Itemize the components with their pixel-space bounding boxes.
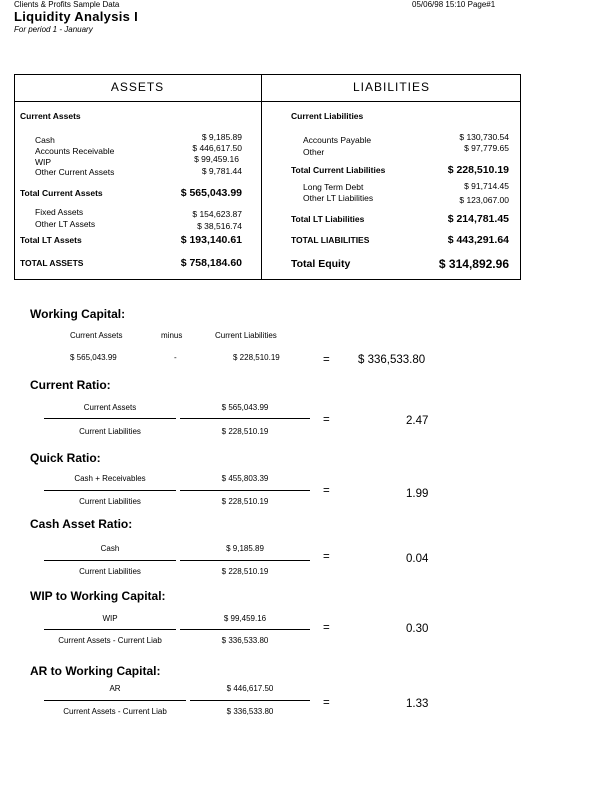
total-current-assets-label: Total Current Assets	[20, 188, 103, 198]
ratio-denominator-label: Current Liabilities	[79, 567, 141, 576]
column-divider	[261, 74, 262, 280]
wc-left-value: $ 565,043.99	[70, 353, 117, 362]
ratio-numerator-label: Cash + Receivables	[74, 474, 146, 483]
ratio-result: 2.47	[406, 415, 429, 427]
wc-equals: =	[323, 354, 330, 366]
liability-item-value: $ 97,779.65	[464, 143, 509, 153]
ratio-equals: =	[323, 485, 330, 497]
ratio-numerator-value: $ 455,803.39	[221, 474, 269, 483]
asset-item-label: Other Current Assets	[35, 167, 115, 177]
liability-lt-item-label: Other LT Liabilities	[303, 193, 374, 203]
balance-sheet-box	[14, 74, 521, 280]
report-period: For period 1 - January	[14, 25, 93, 34]
total-assets-value: $ 758,184.60	[180, 257, 242, 269]
total-assets-label: TOTAL ASSETS	[20, 258, 84, 268]
ratio-numerator-label: Cash	[100, 544, 120, 553]
ratio-denominator-value: $ 228,510.19	[221, 497, 269, 506]
ratio-numerator-value: $ 446,617.50	[226, 684, 274, 693]
ratio-equals: =	[323, 414, 330, 426]
liabilities-heading: LIABILITIES	[352, 80, 431, 94]
total-current-liabilities-label: Total Current Liabilities	[291, 165, 386, 175]
ratio-title: Cash Asset Ratio:	[30, 517, 133, 531]
ratio-result: 1.99	[406, 488, 429, 500]
wc-result: $ 336,533.80	[358, 354, 426, 366]
ratio-denominator-label: Current Liabilities	[79, 427, 141, 436]
wc-right-label: Current Liabilities	[215, 331, 277, 340]
ratio-numerator-value: $ 99,459.16	[223, 614, 267, 623]
fraction-bar	[180, 490, 310, 491]
fraction-bar	[44, 490, 176, 491]
asset-item-value: $ 99,459.16	[194, 154, 239, 164]
wc-right-value: $ 228,510.19	[233, 353, 280, 362]
total-lt-liabilities-value: $ 214,781.45	[447, 213, 509, 225]
total-equity-value: $ 314,892.96	[438, 257, 509, 271]
report-title: Liquidity Analysis I	[14, 9, 138, 24]
ratio-title: AR to Working Capital:	[30, 664, 161, 678]
fraction-bar	[180, 418, 310, 419]
asset-lt-item-label: Fixed Assets	[35, 207, 84, 217]
liability-item-label: Other	[303, 147, 325, 157]
fraction-bar	[44, 629, 176, 630]
ratio-denominator-label: Current Assets - Current Liab	[63, 707, 167, 716]
ratio-title: Quick Ratio:	[30, 451, 101, 465]
ratio-denominator-label: Current Liabilities	[79, 497, 141, 506]
wc-minus-symbol: -	[174, 353, 177, 362]
total-liabilities-value: $ 443,291.64	[447, 234, 509, 246]
asset-item-label: Cash	[35, 135, 55, 145]
fraction-bar	[180, 629, 310, 630]
wc-left-label: Current Assets	[70, 331, 123, 340]
asset-item-label: Accounts Receivable	[35, 146, 115, 156]
current-assets-label: Current Assets	[20, 111, 81, 121]
total-lt-liabilities-label: Total LT Liabilities	[291, 214, 365, 224]
report-datetime-page: 05/06/98 15:10 Page#1	[412, 0, 496, 9]
liability-item-label: Accounts Payable	[303, 135, 372, 145]
fraction-bar	[180, 560, 310, 561]
total-liabilities-label: TOTAL LIABILITIES	[291, 235, 370, 245]
ratio-numerator-label: Current Assets	[83, 403, 137, 412]
ratio-equals: =	[323, 622, 330, 634]
total-current-liabilities-value: $ 228,510.19	[447, 164, 509, 176]
ratio-equals: =	[323, 697, 330, 709]
asset-lt-item-value: $ 38,516.74	[197, 221, 242, 231]
heading-divider	[14, 101, 521, 102]
total-current-assets-value: $ 565,043.99	[180, 187, 242, 199]
ratio-equals: =	[323, 551, 330, 563]
ratio-numerator-value: $ 9,185.89	[226, 544, 264, 553]
liability-lt-item-label: Long Term Debt	[303, 182, 364, 192]
ratio-denominator-value: $ 228,510.19	[221, 427, 269, 436]
ratio-denominator-value: $ 228,510.19	[221, 567, 269, 576]
liability-item-value: $ 130,730.54	[459, 132, 509, 142]
asset-lt-item-value: $ 154,623.87	[192, 209, 242, 219]
ratio-denominator-label: Current Assets - Current Liab	[58, 636, 162, 645]
ratio-numerator-value: $ 565,043.99	[221, 403, 269, 412]
ratio-denominator-value: $ 336,533.80	[226, 707, 274, 716]
fraction-bar	[44, 560, 176, 561]
liability-lt-item-value: $ 91,714.45	[464, 181, 509, 191]
asset-item-value: $ 9,185.89	[201, 132, 242, 142]
fraction-bar	[44, 700, 186, 701]
total-lt-assets-label: Total LT Assets	[20, 235, 82, 245]
ratio-title: Current Ratio:	[30, 378, 111, 392]
wc-operator-label: minus	[161, 331, 183, 340]
total-equity-label: Total Equity	[291, 258, 351, 270]
total-lt-assets-value: $ 193,140.61	[180, 234, 242, 246]
ratio-numerator-label: AR	[109, 684, 121, 693]
current-liabilities-label: Current Liabilities	[291, 111, 364, 121]
ratio-denominator-value: $ 336,533.80	[221, 636, 269, 645]
asset-item-label: WIP	[35, 157, 52, 167]
liability-lt-item-value: $ 123,067.00	[459, 195, 509, 205]
asset-item-value: $ 9,781.44	[201, 166, 242, 176]
ratio-result: 1.33	[406, 698, 429, 710]
working-capital-title: Working Capital:	[30, 307, 126, 321]
ratio-result: 0.30	[406, 623, 429, 635]
fraction-bar	[44, 418, 176, 419]
ratio-title: WIP to Working Capital:	[30, 589, 166, 603]
asset-lt-item-label: Other LT Assets	[35, 219, 96, 229]
fraction-bar	[190, 700, 310, 701]
asset-item-value: $ 446,617.50	[192, 143, 242, 153]
company-name: Clients & Profits Sample Data	[14, 0, 120, 9]
ratio-numerator-label: WIP	[102, 614, 118, 623]
ratio-result: 0.04	[406, 553, 429, 565]
assets-heading: ASSETS	[110, 80, 165, 94]
